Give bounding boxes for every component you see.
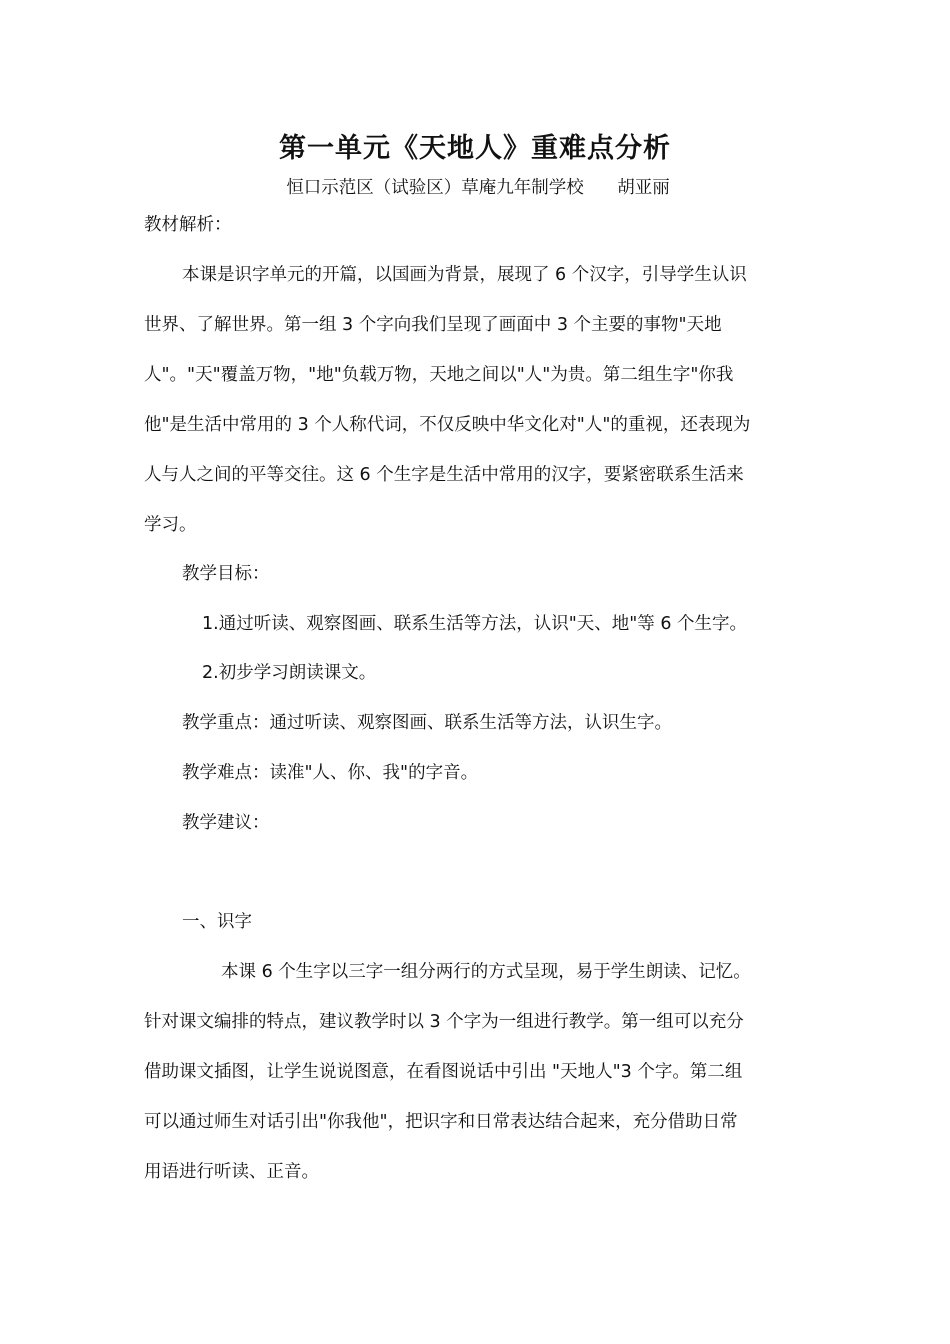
teaching-difficulty: 教学难点：读准"人、你、我"的字音。 xyxy=(182,763,479,783)
section-heading-literacy: 一、识字 xyxy=(182,912,252,932)
document-title: 第一单元《天地人》重难点分析 xyxy=(279,133,671,164)
paragraph-line: 本课 6 个生字以三字一组分两行的方式呈现，易于学生朗读、记忆。 xyxy=(221,962,751,982)
paragraph-line: 人与人之间的平等交往。这 6 个生字是生活中常用的汉字，要紧密联系生活来 xyxy=(144,465,744,485)
teaching-key-point: 教学重点：通过听读、观察图画、联系生活等方法，认识生字。 xyxy=(182,713,672,733)
paragraph-line: 人"。"天"覆盖万物，"地"负载万物，天地之间以"人"为贵。第二组生字"你我 xyxy=(144,365,734,385)
analysis-paragraph xyxy=(144,250,808,550)
paragraph-line: 学习。 xyxy=(144,515,197,535)
paragraph-line: 本课是识字单元的开篇，以国画为背景，展现了 6 个汉字，引导学生认识 xyxy=(182,265,747,285)
teaching-suggestion-label: 教学建议： xyxy=(182,813,270,833)
teaching-goal-1: 1.通过听读、观察图画、联系生活等方法，认识"天、地"等 6 个生字。 xyxy=(202,614,748,634)
paragraph-line: 用语进行听读、正音。 xyxy=(144,1162,319,1182)
literacy-paragraph xyxy=(144,947,808,1197)
paragraph-line: 世界、了解世界。第一组 3 个字向我们呈现了画面中 3 个主要的事物"天地 xyxy=(144,315,722,335)
paragraph-line: 可以通过师生对话引出"你我他"，把识字和日常表达结合起来，充分借助日常 xyxy=(144,1112,738,1132)
section-label-textbook-analysis: 教材解析： xyxy=(144,215,232,235)
teaching-goals-label: 教学目标： xyxy=(182,564,270,584)
paragraph-line: 借助课文插图，让学生说说图意，在看图说话中引出 "天地人"3 个字。第二组 xyxy=(144,1062,743,1082)
paragraph-line: 他"是生活中常用的 3 个人称代词，不仅反映中华文化对"人"的重视，还表现为 xyxy=(144,415,751,435)
author-byline: 恒口示范区（试验区）草庵九年制学校 胡亚丽 xyxy=(286,178,670,198)
teaching-goal-2: 2.初步学习朗读课文。 xyxy=(202,663,377,683)
paragraph-line: 针对课文编排的特点，建议教学时以 3 个字为一组进行教学。第一组可以充分 xyxy=(144,1012,744,1032)
